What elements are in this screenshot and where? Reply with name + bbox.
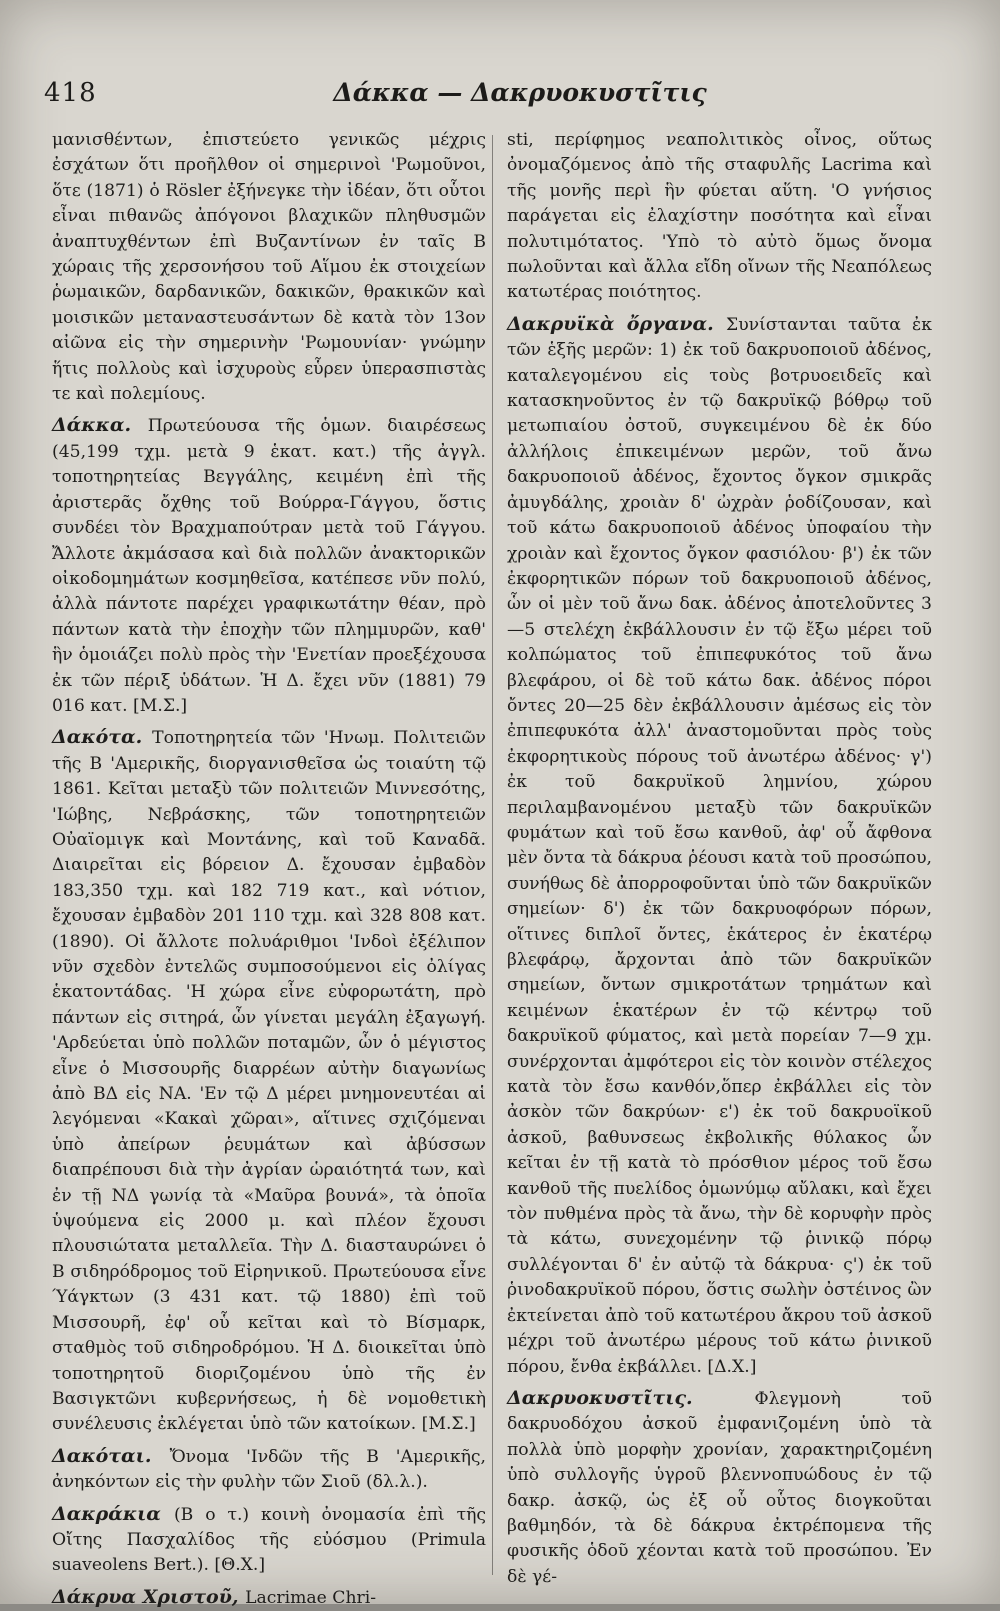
right-column bbox=[507, 128, 932, 1590]
running-title: Δάκκα — Δακρυοκυστῖτις bbox=[333, 78, 707, 107]
entry-text: Lacrimae Chri- bbox=[245, 1587, 377, 1608]
entry-text: Τοποτηρητεία τῶν 'Ηνωμ. Πολιτειῶν τῆς Β 'Αμερικῆς, διοργανισθεῖσα ὡς τοιαύτη τῷ 1861. Κεῖται μεταξὺ τῶν πολιτειῶν Μιννεσότης, 'Ιώβης, Νεβράσκης, τῶν τοποτηρητειῶν Οὐαϊομιγκ καὶ Μοντάνης, καὶ τοῦ Καναδᾶ. Διαιρεῖται εἰς βόρειον Δ. ἔχουσαν ἐμβαδὸν 183,350 τχμ. καὶ 182 719 κατ., καὶ νότιον, ἔχουσαν ἐμβαδὸν 201 110 τχμ. καὶ 328 808 κατ. (1890). Οἱ ἄλλοτε πολυάριθμοι 'Ινδοὶ ἐξέλιπον νῦν σχεδὸν ἐντελῶς συμποσούμενοι εἰς ὀλίγας ἑκατοντάδας. 'Η χώρα εἶνε εὐφορωτάτη, πρὸ πάντων εἰς σιτηρά, ὧν γίνεται μεγάλη ἐξαγωγή. 'Αρδεύεται ὑπὸ πολλῶν ποταμῶν, ὧν ὁ μέγιστος εἶνε ὁ Μισσουρῆς διαρρέων αὐτὴν διαγωνίως ἀπὸ ΒΔ εἰς ΝΑ. 'Εν τῷ Δ μέρει μνημονευτέαι αἱ λεγόμεναι «Κακαὶ χῶραι», αἵτινες σχιζόμεναι ὑπὸ ἀπείρων ῥευμάτων καὶ ἀβύσσων διαπρέπουσι διὰ τὴν ἀγρίαν ὡραιότητά των, καὶ ἐν τῇ ΝΔ γωνίᾳ τὰ «Μαῦρα βουνά», τὰ ὁποῖα ὑψούμενα εἰς 2000 μ. καὶ πλέον ἔχουσι πλουσιώτατα μεταλλεῖα. Τὴν Δ. διασταυρώνει ὁ Β σιδηρόδρομος τοῦ Εἰρηνικοῦ. Πρωτεύουσα εἶνε Ύάγκτων (3 431 κατ. τῷ 1880) ἐπὶ τοῦ Μισσουρῆ, ἐφ' οὗ κεῖται καὶ τὸ Βίσμαρκ, σταθμὸς τοῦ σιδηροδρόμου. Ἡ Δ. διοικεῖται ὑπὸ τοποτηρητοῦ διοριζομένου ὑπὸ τῆς ἐν Βασιγκτῶνι κυβερνήσεως, ἡ δὲ νομοθετικὴ συνέλευσις ἐκλέγεται ὑπὸ τῶν κατοίκων. [Μ.Σ.] bbox=[52, 728, 486, 1435]
entry-text: (Β ο τ.) κοινὴ ὀνομασία ἐπὶ τῆς Οἴτης Πασχαλίδος τῆς εὐόσμου (Primula suaveolens Bert.). [Θ.Χ.] bbox=[52, 1504, 486, 1576]
entry-text: Πρωτεύουσα τῆς ὁμων. διαιρέσεως (45,199 τχμ. μετὰ 9 ἑκατ. κατ.) τῆς ἀγγλ. τοποτηρητείας Βεγγάλης, κειμένη ἐπὶ τῆς ἀριστερᾶς ὄχθης τοῦ Βούρρα-Γάγγου, ὅστις συνδέει τὸν Βραχμαπούτραν μετὰ τοῦ Γάγγου. Ἄλλοτε ἀκμάσασα καὶ διὰ πολλῶν ἀνακτορικῶν οἰκοδομημάτων κοσμηθεῖσα, κατέπεσε νῦν πολύ, ἀλλὰ πάντοτε παρέχει γραφικωτάτην θέαν, πρὸ πάντων κατὰ τὴν ἐποχὴν τῶν πλημμυρῶν, καθ' ἣν ὁμοιάζει πολὺ πρὸς τὴν 'Ενετίαν προεξέχουσα ἐκ τῶν πέριξ ὑδάτων. Ἡ Δ. ἔχει νῦν (1881) 79 016 κατ. [Μ.Σ.] bbox=[52, 416, 486, 716]
entry-headword: Δακρυοκυστῖτις. bbox=[507, 1386, 755, 1409]
dictionary-entry bbox=[507, 128, 932, 306]
dictionary-entry bbox=[52, 413, 486, 719]
dictionary-entry bbox=[52, 1502, 486, 1579]
entry-text: sti, περίφημος νεαπολιτικὸς οἶνος, οὕτως ὀνομαζόμενος ἀπὸ τῆς σταφυλῆς Lacrima καὶ τῆς μονῆς περὶ ἣν φύεται αὕτη. 'Ο γνήσιος παράγεται εἰς ἐλαχίστην ποσότητα καὶ εἶναι πολυτιμότατος. 'Υπὸ τὸ αὐτὸ ὅμως ὄνομα πωλοῦνται καὶ ἄλλα εἴδη οἴνων τῆς Νεαπόλεως κατωτέρας ποιότητος. bbox=[507, 130, 932, 303]
entry-headword: Δακράκια bbox=[52, 1502, 174, 1525]
entry-text: Φλεγμονὴ τοῦ δακρυοδόχου ἀσκοῦ ἐμφανιζομένη ὑπὸ τὰ πολλὰ ὑπὸ μορφὴν χρονίαν, χαρακτηριζομένη ὑπὸ συλλογῆς ὑγροῦ βλεννοπυώδους ἐν τῷ δακρ. ἀσκῷ, ὡς ἐξ οὗ οὗτος διογκοῦται βαθμηδόν, τὰ δὲ δάκρυα ἐκτρέπομενα τῆς φυσικῆς ὁδοῦ χέονται κατὰ τοῦ προσώπου. Ἐν δὲ γέ- bbox=[507, 1388, 932, 1587]
dictionary-entry bbox=[52, 1585, 486, 1611]
entry-headword: Δακρυϊκὰ ὄργανα. bbox=[507, 312, 727, 335]
dictionary-entry bbox=[52, 725, 486, 1437]
entry-headword: Δακότα. bbox=[52, 726, 153, 749]
dictionary-entry bbox=[507, 312, 932, 1380]
entry-headword: Δάκρυα Χριστοῦ, bbox=[52, 1585, 246, 1608]
entry-text: Συνίστανται ταῦτα ἐκ τῶν ἑξῆς μερῶν: 1) ἐκ τοῦ δακρυοποιοῦ ἀδένος, καταλεγομένου εἰς τοὺς βοτρυοειδεῖς καὶ κατασκηνοῦντος ἐν τῷ δακρυϊκῷ βόθρῳ τοῦ μετωπιαίου ὀστοῦ, συγκειμένου δὲ ἐκ δύο ἀλλήλοις ἐπικειμένων μερῶν, τοῦ ἄνω δακρυοποιοῦ ἀδένος, ἔχοντος ὄγκον σμικρᾶς ἀμυγδάλης, χροιὰν δ' ὠχρὰν ῥοδίζουσαν, καὶ τοῦ κάτω δακρυοποιοῦ ἀδένος ὑποφαίου τὴν χροιὰν καὶ ἔχοντος ὄγκον φασιόλου· β') ἐκ τῶν ἐκφορητικῶν πόρων τοῦ δακρυοποιοῦ ἀδένος, ὧν οἱ μὲν τοῦ ἄνω δακ. ἀδένος ἀποτελοῦντες 3—5 στελέχη ἐκβάλλουσιν ἐν τῷ ἔξω μέρει τοῦ κολπώματος τοῦ ἐπιπεφυκότος τοῦ ἄνω βλεφάρου, οἱ δὲ τοῦ κάτω δακ. ἀδένος πόροι ὄντες 20—25 δὲν ἐκβάλλουσιν ἀμέσως εἰς τὸν ἐπιπεφυκότα ἀλλ' ἀναστομοῦνται πρὸς τοὺς ἐκφορητικοὺς πόρους τοῦ ἀνωτέρω ἀδένος· γ') ἐκ τοῦ δακρυϊκοῦ λημνίου, χώρου περιλαμβανομένου μεταξὺ τῶν δακρυϊκῶν φυμάτων καὶ τοῦ ἔσω κανθοῦ, ἀφ' οὗ ἄφθονα μὲν ὄντα τὰ δάκρυα ῥέουσι κατὰ τοῦ προσώπου, συνήθως δὲ ἀπορροφοῦνται ὑπὸ τῶν δακρυϊκῶν σημείων· δ') ἐκ τῶν δακρυοφόρων πόρων, οἵτινες διπλοῖ ὄντες, ἑκάτερος ἐν ἑκατέρῳ βλεφάρῳ, ἄρχονται ἀπὸ τῶν δακρυϊκῶν σημείων, ὄντων σμικροτάτων τρημάτων καὶ κειμένων ἑκατέρων ἐν τῷ κέντρῳ τοῦ δακρυϊκοῦ φύματος, καὶ μετὰ πορείαν 7—9 χμ. συνέρχονται ἀμφότεροι εἰς τὸν κοινὸν στέλεχος κατὰ τὸν ἔσω κανθόν,ὅπερ ἐκβάλλει εἰς τὸν ἀσκὸν τῶν δακρύων· ε') ἐκ τοῦ δακρυοϊκοῦ ἀσκοῦ, βαθυνσεως ἐκβολικῆς θύλακος ὧν κεῖται ἐν τῇ κατὰ τὸ πρόσθιον μέρος τοῦ ἔσω κανθοῦ τῆς πυελίδος ὁμωνύμῳ αὔλακι, καὶ ἔχει τὸν πυθμένα πρὸς τὰ ἄνω, τὴν δὲ κορυφὴν πρὸς τὰ κάτω, συνεχομένην τῷ ῥινικῷ πόρῳ συλλέγονται δ' ἐν αὐτῷ τὰ δάκρυα· ς') ἐκ τοῦ ῥινοδακρυϊκοῦ πόρου, ὅστις σωλὴν ὀστέινος ὢν ἐκτείνεται ἀπὸ τοῦ κατωτέρου ἄκρου τοῦ ἀσκοῦ μέχρι τοῦ ἀνωτέρω μέρους τοῦ κάτω ῥινικοῦ πόρου, ἔνθα ἐκβάλλει. [Δ.Χ.] bbox=[507, 314, 932, 1377]
page-header bbox=[40, 78, 960, 118]
left-column bbox=[52, 128, 486, 1611]
entry-text: Ὄνομα 'Ινδῶν τῆς Β 'Αμερικῆς, ἀνηκόντων εἰς τὴν φυλὴν τῶν Σιοῦ (δλ.λ.). bbox=[52, 1446, 486, 1493]
dictionary-entry bbox=[507, 1386, 932, 1590]
dictionary-entry bbox=[52, 1444, 486, 1496]
entry-text: μανισθέντων, ἐπιστεύετο γενικῶς μέχρις ἐσχάτων ὅτι προῆλθον οἱ σημερινοὶ 'Ρωμοῦνοι, ὅτε (1871) ὁ Rösler ἐξήνεγκε τὴν ἰδέαν, ὅτι οὗτοι εἶναι πιθανῶς ἀπόγονοι βλαχικῶν πληθυσμῶν ἀναπτυχθέντων ἐπὶ Βυζαντίνων ἐν ταῖς Β χώραις τῆς χερσονήσου τοῦ Αἵμου ἐκ στοιχείων ῥωμαικῶν, δαρδανικῶν, δακικῶν, θρακικῶν καὶ μοισικῶν μεταναστευσάντων δὲ κατὰ τὸν 13ον αἰῶνα εἰς τὴν σημερινὴν 'Ρωμουνίαν· γνώμην ἥτις πολλοὺς καὶ ἰσχυροὺς εὗρεν ὑπερασπιστὰς τε καὶ πολεμίους. bbox=[52, 130, 486, 405]
column-divider bbox=[492, 135, 493, 1575]
dictionary-entry bbox=[52, 128, 486, 407]
page-number: 418 bbox=[44, 78, 97, 108]
entry-headword: Δακόται. bbox=[52, 1444, 170, 1467]
entry-headword: Δάκκα. bbox=[52, 414, 148, 437]
